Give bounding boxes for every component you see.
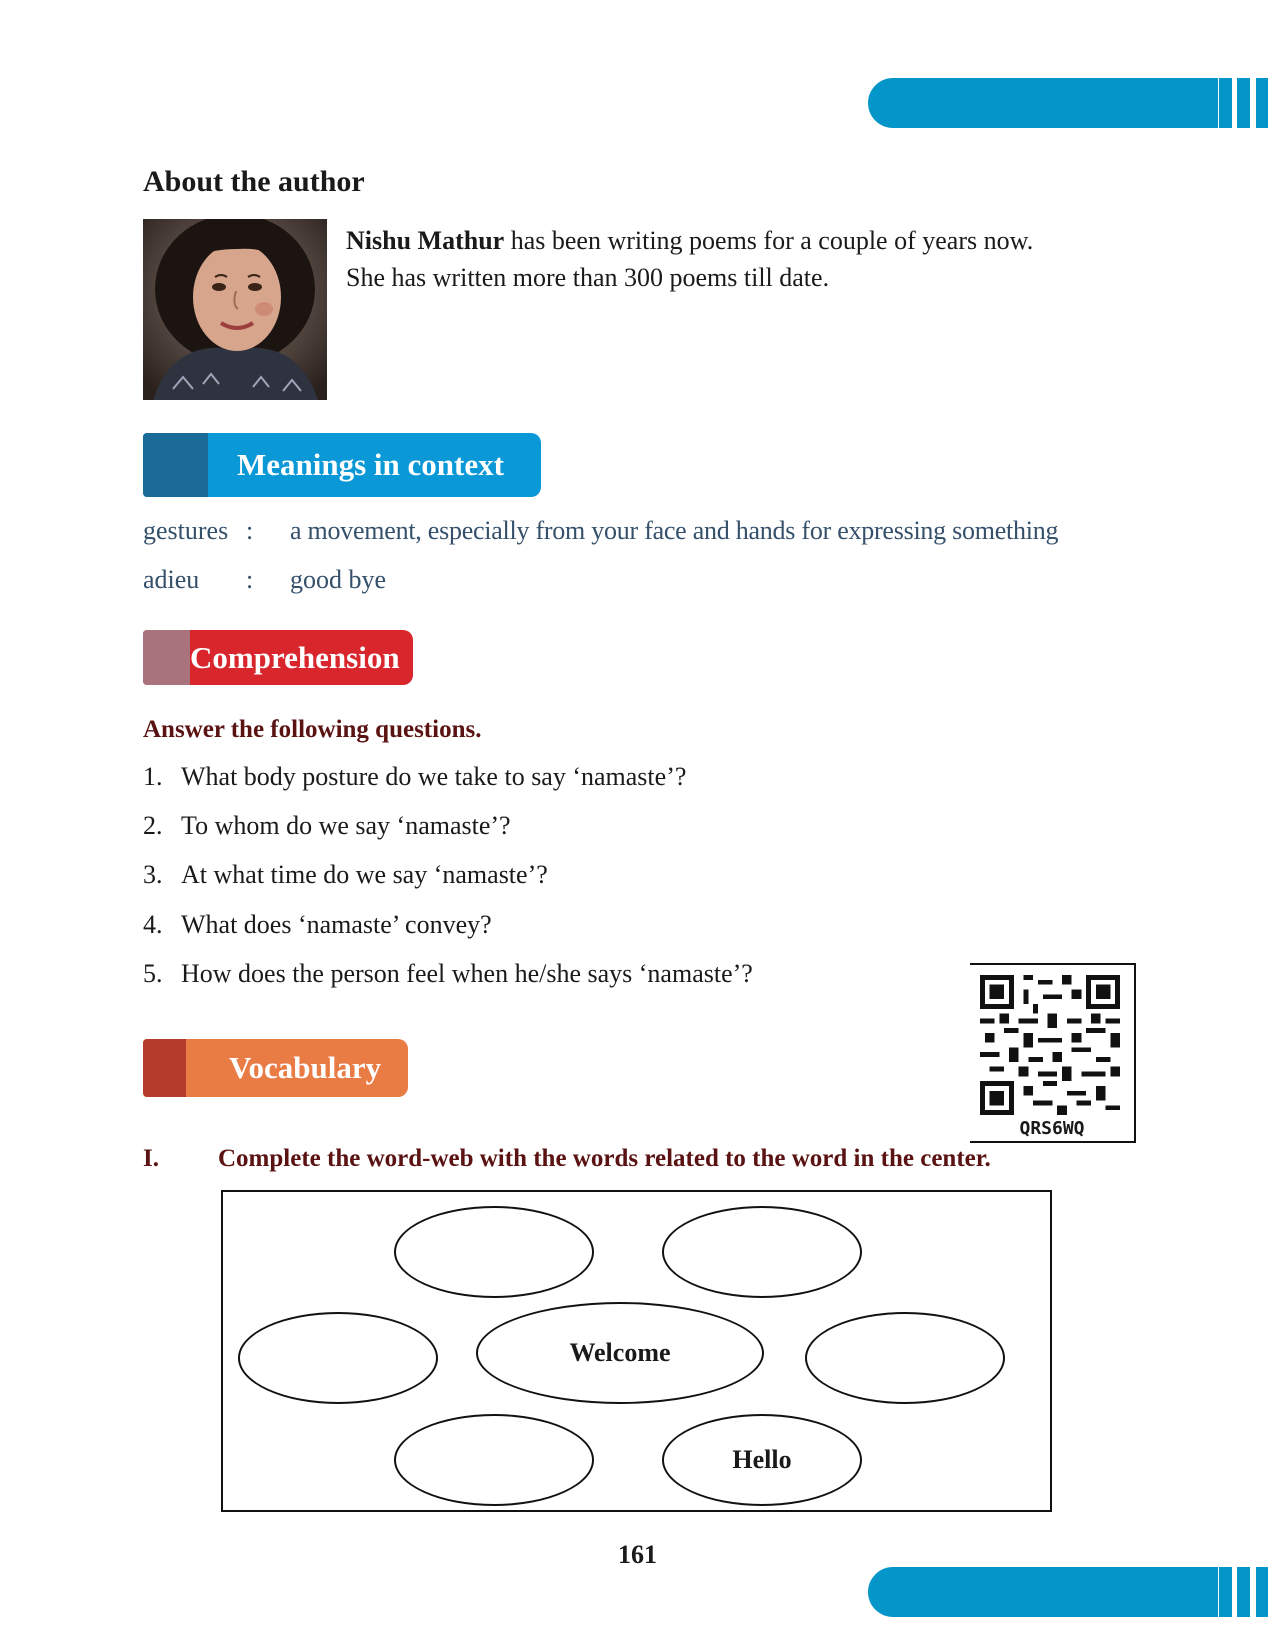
word-web-blank[interactable] [805, 1312, 1005, 1404]
question-number: 2. [143, 811, 163, 840]
word-web-blank[interactable] [238, 1312, 438, 1404]
word-web-blank[interactable] [394, 1206, 594, 1298]
task-instruction: Complete the word-web with the words related to the word in the center. [218, 1145, 991, 1172]
question-text: What body posture do we take to say ‘namaste’? [181, 762, 687, 791]
comprehension-banner [143, 630, 413, 685]
bio-line-2: She has written more than 300 poems till date. [346, 263, 830, 292]
question-number: 5. [143, 959, 163, 988]
bio-line-1: has been writing poems for a couple of years now. [504, 226, 1034, 255]
meanings-banner [143, 433, 541, 497]
question-number: 1. [143, 762, 163, 791]
word-web-blank[interactable] [662, 1206, 862, 1298]
vocabulary-heading: Vocabulary [229, 1050, 382, 1085]
author-photo [143, 219, 327, 400]
footer-bar [868, 1567, 1275, 1617]
gloss-entry [143, 516, 1130, 550]
vocabulary-banner [143, 1039, 408, 1097]
question-text: What does ‘namaste’ convey? [181, 910, 492, 939]
comprehension-instruction: Answer the following questions. [143, 716, 482, 743]
gloss-separator: : [246, 516, 254, 545]
word-web-blank[interactable] [394, 1414, 594, 1506]
comprehension-heading: Comprehension [190, 639, 400, 675]
task-number: I. [143, 1145, 159, 1172]
page-number: 161 [618, 1540, 657, 1569]
qr-code-box[interactable] [970, 963, 1136, 1143]
qr-code-icon [980, 975, 1120, 1115]
word-web [221, 1190, 1052, 1512]
question-number: 4. [143, 910, 163, 939]
question-number: 3. [143, 860, 163, 889]
word-web-filled: Hello [662, 1414, 862, 1506]
question-text: At what time do we say ‘namaste’? [181, 860, 548, 889]
gloss-separator: : [246, 565, 254, 594]
question-text: To whom do we say ‘namaste’? [181, 811, 511, 840]
gloss-word: gestures [143, 516, 229, 545]
gloss-meaning: good bye [290, 565, 387, 594]
qr-code-label: QRS6WQ [1019, 1118, 1085, 1139]
header-bar [868, 78, 1275, 128]
gloss-word: adieu [143, 565, 200, 594]
meanings-heading: Meanings in context [237, 447, 504, 482]
question-text: How does the person feel when he/she says ‘namaste’? [181, 959, 753, 988]
author-name: Nishu Mathur [346, 226, 505, 255]
word-web-center: Welcome [476, 1302, 764, 1404]
author-bio [346, 222, 1130, 296]
gloss-meaning: a movement, especially from your face and hands for expressing something [290, 516, 1059, 545]
about-author-heading: About the author [143, 165, 365, 198]
gloss-entry [143, 565, 1130, 599]
